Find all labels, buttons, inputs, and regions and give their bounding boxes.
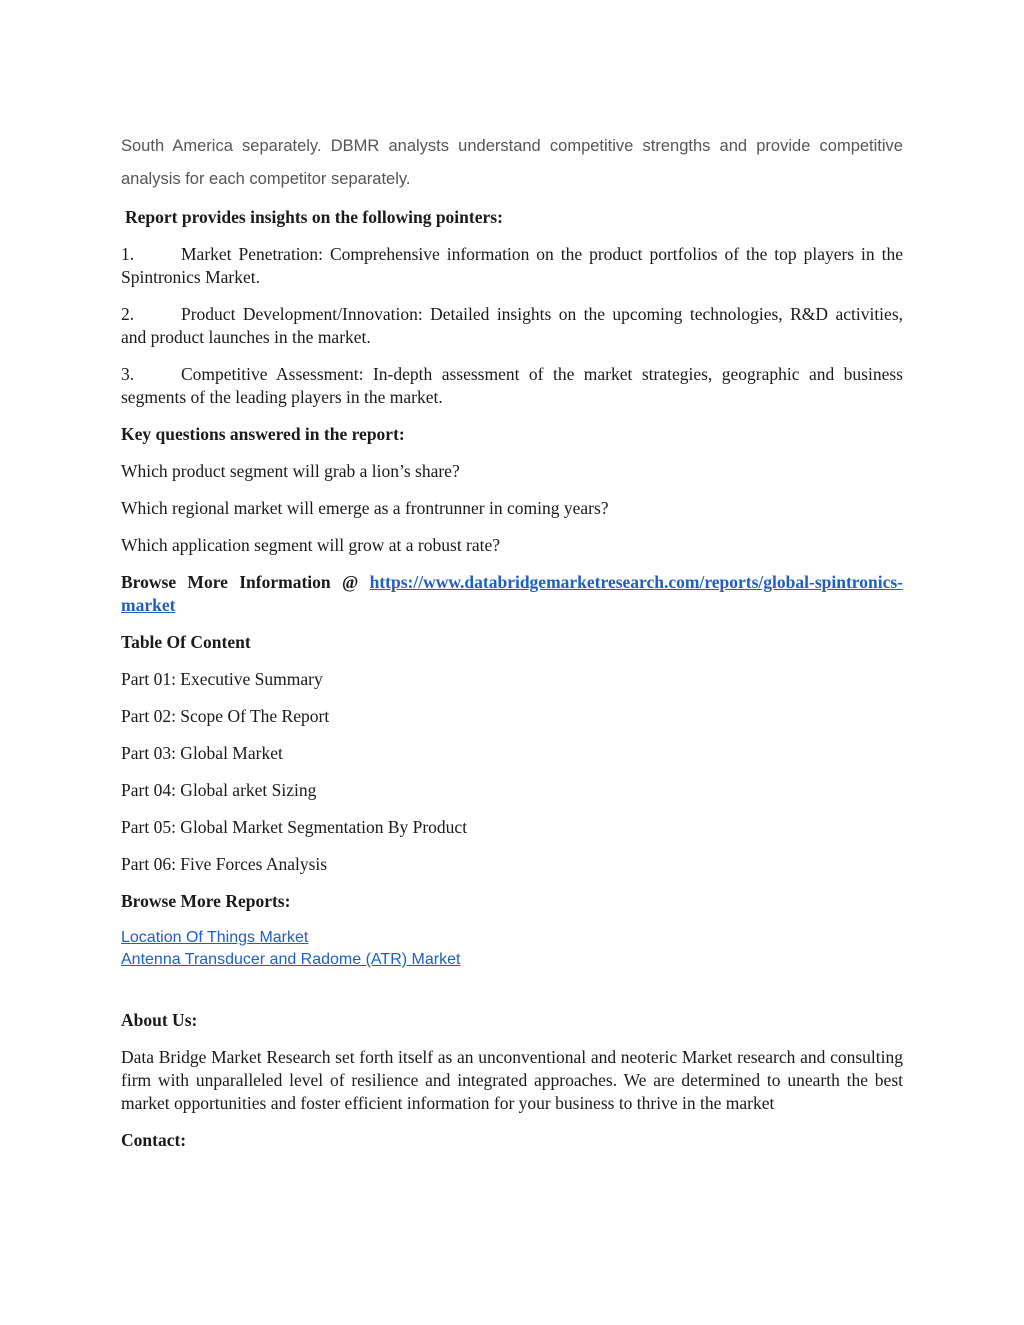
pointer-text: Competitive Assessment: In-depth assessment of the market strategies, geographic and business segments of the leading players in the market.: [121, 364, 903, 407]
pointer-number: 1.: [121, 244, 135, 264]
toc-heading: Table Of Content: [121, 632, 251, 652]
toc-item: Part 01: Executive Summary: [121, 669, 323, 689]
pointer-number: 3.: [121, 364, 135, 384]
report-link[interactable]: Location Of Things Market: [121, 929, 309, 946]
toc-item: Part 04: Global arket Sizing: [121, 780, 317, 800]
browse-more-information: [121, 571, 903, 617]
pointer-text: Product Development/Innovation: Detailed insights on the upcoming technologies, R&D activities, and product launches in the market.: [121, 304, 903, 347]
document-page: [121, 130, 903, 1166]
intro-paragraph: South America separately. DBMR analysts understand competitive strengths and provide competitive analysis for each competitor separately.: [121, 137, 903, 188]
contact-heading: Contact:: [121, 1130, 187, 1150]
pointer-item: [121, 363, 903, 409]
report-link[interactable]: Antenna Transducer and Radome (ATR) Market: [121, 951, 461, 968]
report-url-link[interactable]: https://www.databridgemarketresearch.com/reports/global-spintronics-market: [121, 572, 903, 615]
about-heading: About Us:: [121, 1010, 198, 1030]
pointer-item: [121, 243, 903, 289]
key-question: Which regional market will emerge as a frontrunner in coming years?: [121, 498, 609, 518]
pointer-item: [121, 303, 903, 349]
toc-item: Part 03: Global Market: [121, 743, 283, 763]
key-questions-heading: Key questions answered in the report:: [121, 424, 405, 444]
more-reports-heading: Browse More Reports:: [121, 891, 291, 911]
browse-info-label: Browse More Information @: [121, 572, 359, 592]
key-question: Which application segment will grow at a robust rate?: [121, 535, 501, 555]
more-reports-list: [121, 927, 903, 971]
toc-item: Part 06: Five Forces Analysis: [121, 854, 328, 874]
about-text: Data Bridge Market Research set forth itself as an unconventional and neoteric Market research and consulting firm with unparalleled level of resilience and integrated approaches. We are determined to unearth the best market opportunities and foster efficient information for your business to thrive in the market: [121, 1047, 903, 1113]
pointer-number: 2.: [121, 304, 135, 324]
toc-item: Part 05: Global Market Segmentation By Product: [121, 817, 468, 837]
pointers-heading: Report provides insights on the following pointers:: [125, 207, 503, 227]
key-question: Which product segment will grab a lion’s share?: [121, 461, 460, 481]
toc-item: Part 02: Scope Of The Report: [121, 706, 330, 726]
pointer-text: Market Penetration: Comprehensive information on the product portfolios of the top players in the Spintronics Market.: [121, 244, 903, 287]
